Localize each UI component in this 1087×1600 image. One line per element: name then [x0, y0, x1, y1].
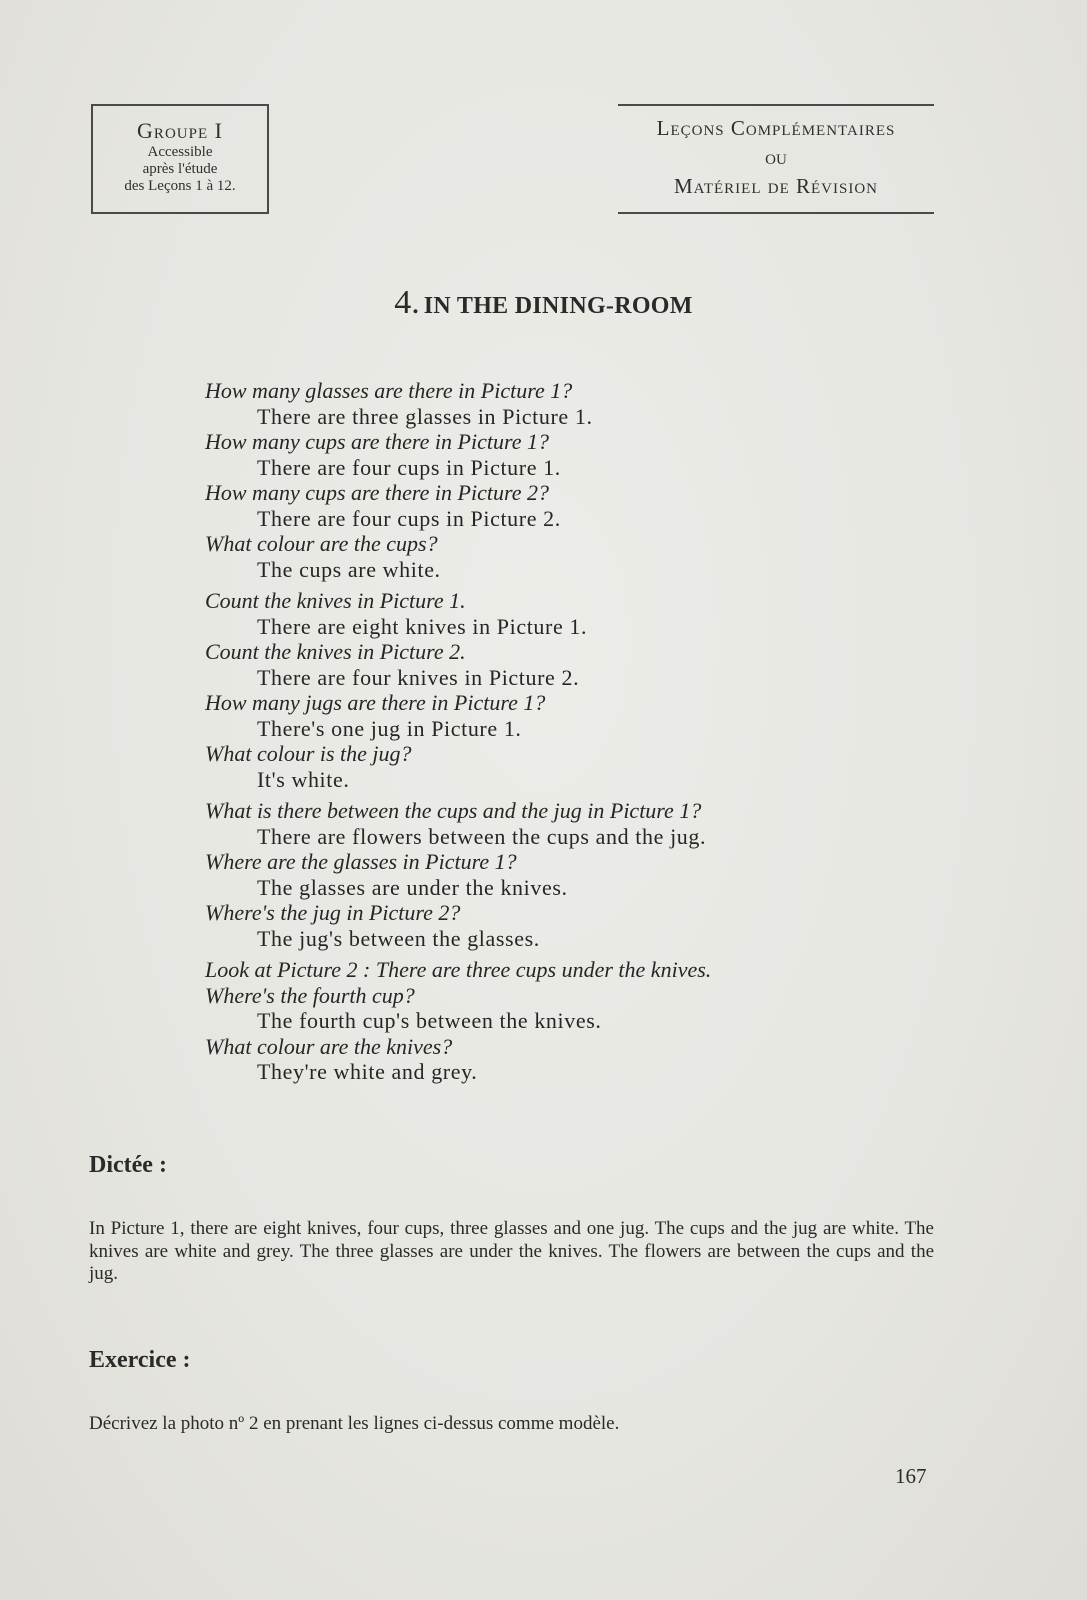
answer-line: There's one jug in Picture 1. [257, 715, 522, 741]
lecons-line: ou [765, 145, 787, 169]
answer-line: There are four cups in Picture 2. [257, 505, 561, 531]
groupe-box [91, 104, 269, 214]
question-line: Where's the jug in Picture 2? [205, 900, 461, 925]
question-line: What is there between the cups and the jug in Picture 1? [205, 798, 702, 823]
groupe-line: après l'étude [142, 161, 218, 177]
answer-line: There are four knives in Picture 2. [257, 664, 580, 690]
lecons-line: Leçons Complémentaires [656, 116, 896, 140]
question-line: How many cups are there in Picture 1? [205, 429, 549, 454]
groupe-line: Accessible [147, 144, 213, 160]
answer-line: The cups are white. [257, 556, 441, 582]
groupe-title: Groupe I [137, 118, 223, 143]
question-line: Count the knives in Picture 2. [205, 639, 466, 664]
question-line: How many glasses are there in Picture 1? [205, 378, 573, 403]
question-line: What colour are the knives? [205, 1033, 453, 1059]
question-line: Where are the glasses in Picture 1? [205, 849, 517, 874]
question-line: Count the knives in Picture 1. [205, 588, 466, 613]
lesson-number: 4. [394, 284, 420, 321]
lecons-header [618, 104, 934, 214]
question-line: What colour is the jug? [205, 741, 412, 766]
lecons-line: Matériel de Révision [674, 174, 878, 198]
dictee-text: In Picture 1, there are eight knives, four cups, three glasses and one jug. The cups and the jug are white. The knives are white and grey. The three glasses are under the knives. The flowers are between the cups and the jug. [89, 1218, 934, 1284]
answer-line: They're white and grey. [257, 1059, 478, 1084]
page-number: 167 [895, 1464, 927, 1488]
question-line: What colour are the cups? [205, 531, 438, 556]
question-line: Where's the fourth cup? [205, 982, 415, 1008]
exercice-text: Décrivez la photo nº 2 en prenant les lignes ci-dessus comme modèle. [89, 1413, 620, 1434]
answer-line: The jug's between the glasses. [257, 925, 540, 951]
answer-line: There are flowers between the cups and the jug. [257, 823, 707, 849]
answer-line: The fourth cup's between the knives. [257, 1008, 602, 1033]
answer-line: There are eight knives in Picture 1. [257, 613, 588, 639]
dictee-heading: Dictée : [89, 1152, 167, 1178]
question-line: Look at Picture 2 : There are three cups under the knives. [205, 957, 712, 982]
question-line: How many cups are there in Picture 2? [205, 480, 549, 505]
question-line: How many jugs are there in Picture 1? [205, 690, 546, 715]
groupe-line: des Leçons 1 à 12. [124, 178, 236, 194]
lesson-title [0, 284, 1087, 322]
answer-line: There are four cups in Picture 1. [257, 454, 561, 480]
answer-line: There are three glasses in Picture 1. [257, 403, 593, 429]
lesson-title-text: IN THE DINING-ROOM [423, 293, 693, 319]
dialogue [205, 378, 905, 1085]
answer-line: The glasses are under the knives. [257, 874, 568, 900]
answer-line: It's white. [257, 766, 350, 792]
exercice-heading: Exercice : [89, 1347, 191, 1373]
